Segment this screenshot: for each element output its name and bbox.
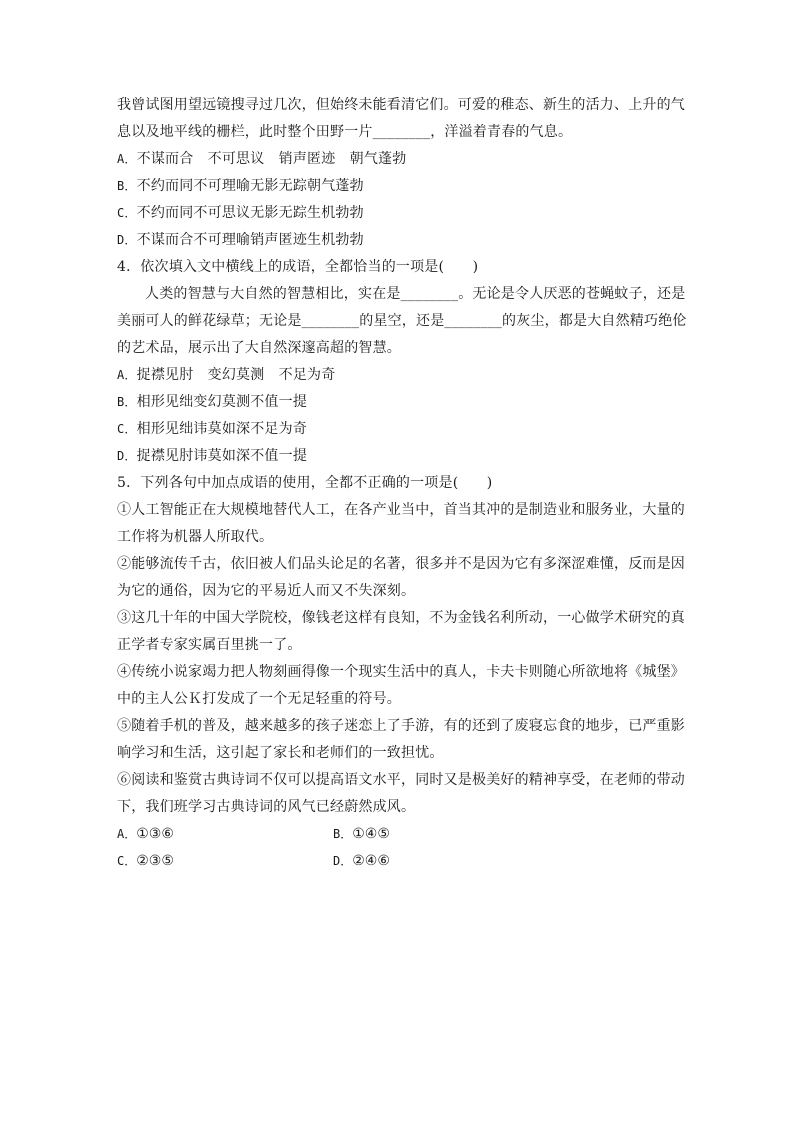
option-text: 不谋而合 不可思议 销声匿迹 朝气蓬勃	[136, 151, 407, 167]
option-text: ②③⑤	[136, 853, 174, 869]
option-text: 捉襟见肘 变幻莫测 不足为奇	[136, 367, 336, 383]
q5-stem: 5．下列各句中加点成语的使用，全都不正确的一项是( )	[117, 475, 493, 491]
option-text: 不约而同不可思议无影无踪生机勃勃	[136, 205, 364, 221]
q3-option-a	[117, 146, 682, 173]
q5-item-1-line-2: 工作将为机器人所取代。	[117, 529, 274, 545]
option-text: 不谋而合不可理喻销声匿迹生机勃勃	[136, 232, 364, 248]
q5-item-6-line-1: ⑥阅读和鉴赏古典诗词不仅可以提高语文水平，同时又是极美好的精神享受，在老师的带动	[117, 772, 685, 788]
q5-option-a	[117, 821, 333, 848]
option-label: C．	[117, 206, 137, 220]
option-text: 捉襟见肘讳莫如深不值一提	[136, 448, 308, 464]
q4-option-b	[117, 389, 682, 416]
q5-item-3-line-1: ③这几十年的中国大学院校，像钱老这样有良知，不为金钱名利所动，一心做学术研究的真	[117, 610, 685, 626]
q5-option-d	[333, 848, 549, 875]
option-label: D．	[333, 854, 353, 868]
q5-item-2-line-2: 为它的通俗，因为它的平易近人而又不失深刻。	[117, 583, 416, 599]
document-page	[117, 92, 687, 875]
q5-item-4-line-1: ④传统小说家竭力把人物刻画得像一个现实生活中的真人，卡夫卡则随心所欲地将《城堡》	[117, 664, 685, 680]
option-label: A．	[117, 152, 137, 166]
option-text: ①③⑥	[136, 826, 174, 842]
q4-option-d	[117, 443, 682, 470]
q5-options-row-2	[117, 848, 682, 875]
option-text: ①④⑤	[352, 826, 390, 842]
option-text: 不约而同不可理喻无影无踪朝气蓬勃	[136, 178, 364, 194]
option-text: 相形见绌变幻莫测不值一提	[136, 394, 308, 410]
q4-passage-line-2: 美丽可人的鲜花绿草；无论是________的星空，还是________的灰尘，都是大自然精巧绝伦	[117, 313, 687, 329]
q3-option-d	[117, 227, 682, 254]
option-label: D．	[117, 233, 137, 247]
q5-item-3-line-2: 正学者专家实属百里挑一了。	[117, 637, 302, 653]
q3-passage-line-2: 息以及地平线的栅栏，此时整个田野一片________，洋溢着青春的气息。	[117, 124, 573, 140]
q4-option-a	[117, 362, 682, 389]
option-label: C．	[117, 422, 137, 436]
q5-item-1-line-1: ①人工智能正在大规模地替代人工，在各产业当中，首当其冲的是制造业和服务业，大量的	[117, 502, 685, 518]
option-label: A．	[117, 368, 137, 382]
q5-item-5-line-2: 响学习和生活，这引起了家长和老师们的一致担忧。	[117, 745, 444, 761]
q5-option-c	[117, 848, 333, 875]
q4-passage-line-1: 人类的智慧与大自然的智慧相比，实在是________。无论是令人厌恶的苍蝇蚊子，还是	[145, 286, 686, 302]
q3-passage-line-1: 我曾试图用望远镜搜寻过几次，但始终未能看清它们。可爱的稚态、新生的活力、上升的气	[117, 97, 685, 113]
q5-item-2-line-1: ②能够流传千古，依旧被人们品头论足的名著，很多并不是因为它有多深涩难懂，反而是因	[117, 556, 685, 572]
q5-item-4-line-2: 中的主人公Ｋ打发成了一个无足轻重的符号。	[117, 691, 401, 707]
option-label: B．	[117, 179, 137, 193]
q3-option-b	[117, 173, 682, 200]
q4-option-c	[117, 416, 682, 443]
q5-options-row-1	[117, 821, 682, 848]
option-label: D．	[117, 449, 137, 463]
q4-passage-line-3: 的艺术品，展示出了大自然深邃高超的智慧。	[117, 340, 401, 356]
q5-option-b	[333, 821, 549, 848]
q5-item-6-line-2: 下，我们班学习古典诗词的风气已经蔚然成风。	[117, 799, 416, 815]
option-label: C．	[117, 854, 137, 868]
option-label: B．	[333, 827, 353, 841]
option-label: B．	[117, 395, 137, 409]
q4-stem: 4．依次填入文中横线上的成语，全都恰当的一项是( )	[117, 259, 479, 275]
q3-option-c	[117, 200, 682, 227]
option-text: ②④⑥	[352, 853, 390, 869]
option-text: 相形见绌讳莫如深不足为奇	[136, 421, 308, 437]
option-label: A．	[117, 827, 137, 841]
q5-item-5-line-1: ⑤随着手机的普及，越来越多的孩子迷恋上了手游，有的还到了废寝忘食的地步，已严重影	[117, 718, 685, 734]
